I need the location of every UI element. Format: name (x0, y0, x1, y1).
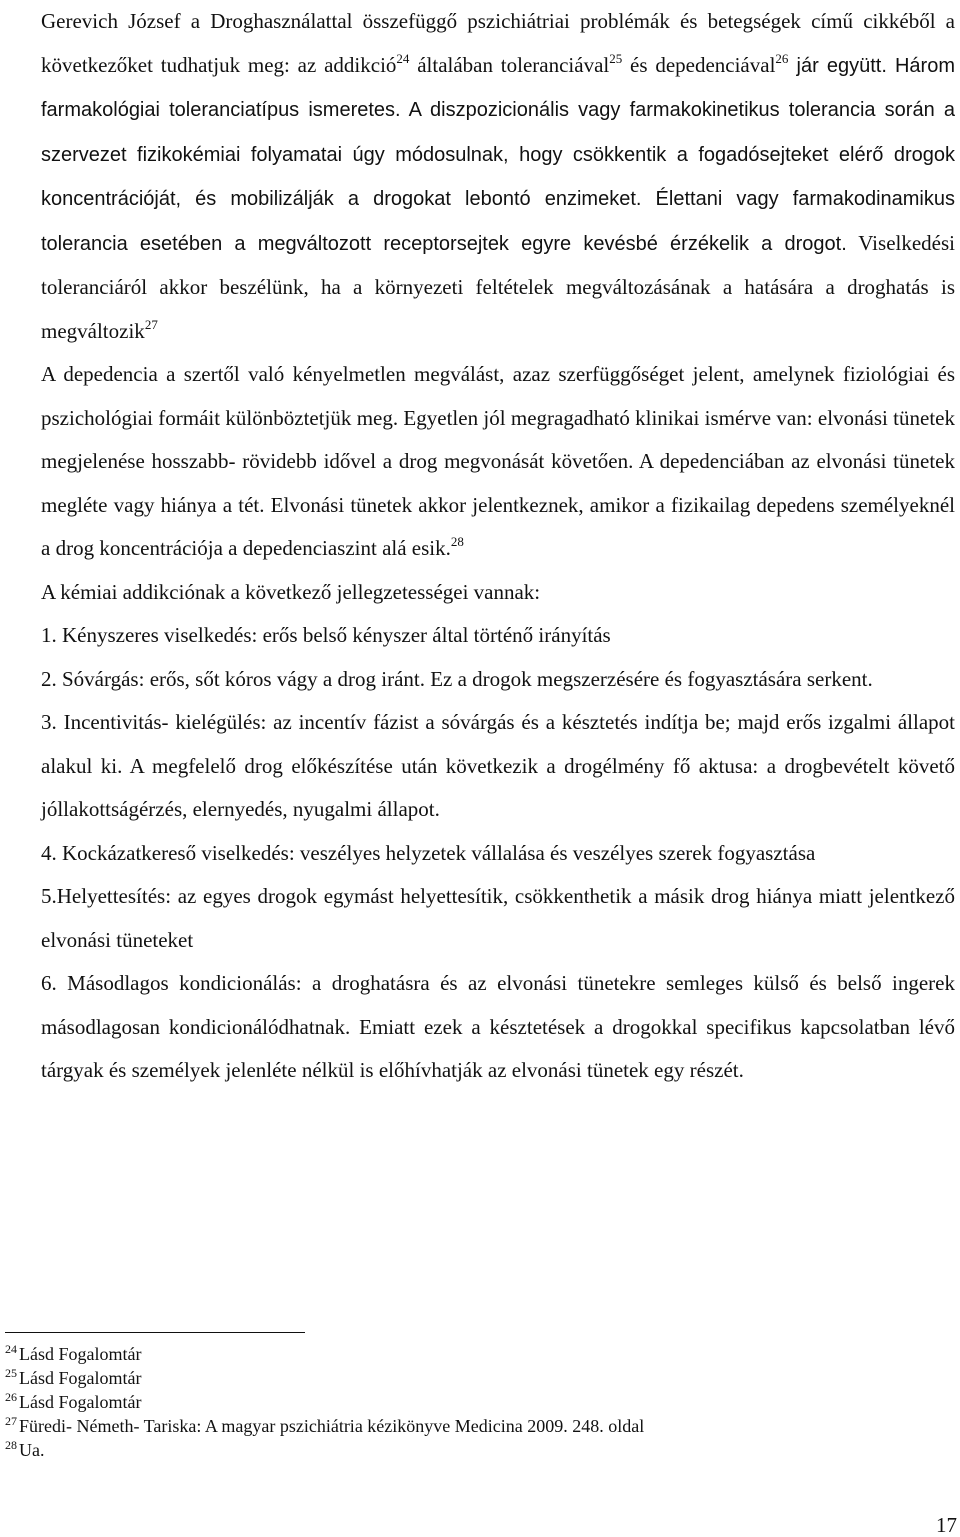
footnote-separator (5, 1332, 305, 1333)
footnote-item: $^{24}$ Lásd Fogalomtár (5, 1342, 142, 1364)
footnote-number: 27 (5, 1414, 17, 1428)
footnote-ref-26[interactable]: 26 (775, 50, 789, 66)
list-item: 4. Kockázatkereső viselkedés: veszélyes helyzetek vállalása és veszélyes szerek fogyasztása (41, 840, 816, 865)
body-text (41, 0, 955, 1093)
page-number: 17 (936, 1513, 957, 1537)
list-item: 6. Másodlagos kondicionálás: a droghatásra és az elvonási tünetekre semleges külső és belső ingerek másodlagosan kondicionálódhatnak. Emiatt ezek a késztetések a drogokkal specifikus kapcsolatban lévő tárgyak és személyek jelenléte nélkül is előhívhatják az elvonási tünetek egy részét. (41, 971, 955, 1082)
list-item: 3. Incentivitás- kielégülés: az incentív fázist a sóvárgás és a késztetés indítja be; majd erős izgalmi állapot alakul ki. A megfelelő drog előkészítése után következik a drogélmény fő aktusa: a drogbevételt követő jóllakottságérzés, elernyedés, nyugalmi állapot. (41, 710, 955, 821)
paragraph-sans-segment: jár együtt. Három farmakológiai toleranciatípus ismeretes. A diszpozicionális vagy farmakokinetikus tolerancia során a szervezet fizikokémiai folyamatai úgy módosulnak, hogy csökkentik a fogadósejteket elérő drogok koncentrációját, és mobilizálják a drogokat lebontó enzimeket. Élettani vagy farmakodinamikus tolerancia esetében a megváltozott receptorsejtek egyre kevésbé érzékelik a drogot. (41, 54, 956, 255)
footnote-number: 26 (5, 1390, 17, 1404)
list-intro: A kémiai addikciónak a következő jellegzetességei vannak: (41, 579, 541, 604)
list-item: 5.Helyettesítés: az egyes drogok egymást helyettesítik, csökkenthetik a másik drog hiánya miatt jelentkező elvonási tüneteket (41, 884, 955, 952)
footnote-item: $^{25}$ Lásd Fogalomtár (5, 1366, 142, 1388)
paragraph-dependence: A depedencia a szertől való kényelmetlen megválást, azaz szerfüggőséget jelent, amelynek fiziológiai és pszichológiai formáit különböztetjük meg. Egyetlen jól megragadható klinikai ismérve van: elvonási tünetek megjelenése hosszabb- rövidebb idővel a drog megvonását követően. A depedenciában az elvonási tünetek megléte vagy hiánya a tét. Elvonási tünetek akkor jelentkeznek, amikor a fizikailag depedens személyeknél a drog koncentrációja a depedenciaszint alá esik.$^{28}$ (41, 362, 955, 560)
footnote-ref-25[interactable]: 25 (609, 50, 623, 66)
list-item: 2. Sóvárgás: erős, sőt kóros vágy a drog iránt. Ez a drogok megszerzésére és fogyasztására serkent. (41, 666, 873, 691)
footnote-number: 28 (5, 1438, 17, 1452)
footnote-ref-27[interactable]: 27 (144, 316, 158, 332)
footnotes (5, 1342, 945, 1462)
footnote-number: 24 (5, 1342, 17, 1356)
paragraph-addiction-tolerance: Gerevich József a Droghasználattal összefüggő pszichiátriai problémák és betegségek című cikkéből a következőket tudhatjuk meg: az addikció$^{24}$ általában toleranciával$^{25}$ és depedenciával$^{26}$ jár együtt. Három farmakológiai toleranciatípus ismeretes. A diszpozicionális vagy farmakokinetikus tolerancia során a szervezet fizikokémiai folyamatai úgy módosulnak, hogy csökkentik a fogadósejteket elérő drogok koncentrációját, és mobilizálják a drogokat lebontó enzimeket. Élettani vagy farmakodinamikus tolerancia esetében a megváltozott receptorsejtek egyre kevésbé érzékelik a drogot. Viselkedési toleranciáról akkor beszélünk, ha a környezeti feltételek megváltozásának a hatására a droghatás is megváltozik$^{27}$ (41, 9, 956, 343)
footnote-ref-24[interactable]: 24 (396, 50, 410, 66)
footnote-number: 25 (5, 1366, 17, 1380)
footnote-ref-28[interactable]: 28 (450, 534, 464, 549)
list-item: 1. Kényszeres viselkedés: erős belső kényszer által történő irányítás (41, 623, 611, 647)
footnote-item: $^{28}$ Ua. (5, 1438, 45, 1460)
footnote-item: $^{26}$ Lásd Fogalomtár (5, 1390, 142, 1412)
footnote-item: $^{27}$ Füredi- Németh- Tariska: A magyar pszichiátria kézikönyve Medicina 2009. 248. oldal (5, 1414, 645, 1436)
